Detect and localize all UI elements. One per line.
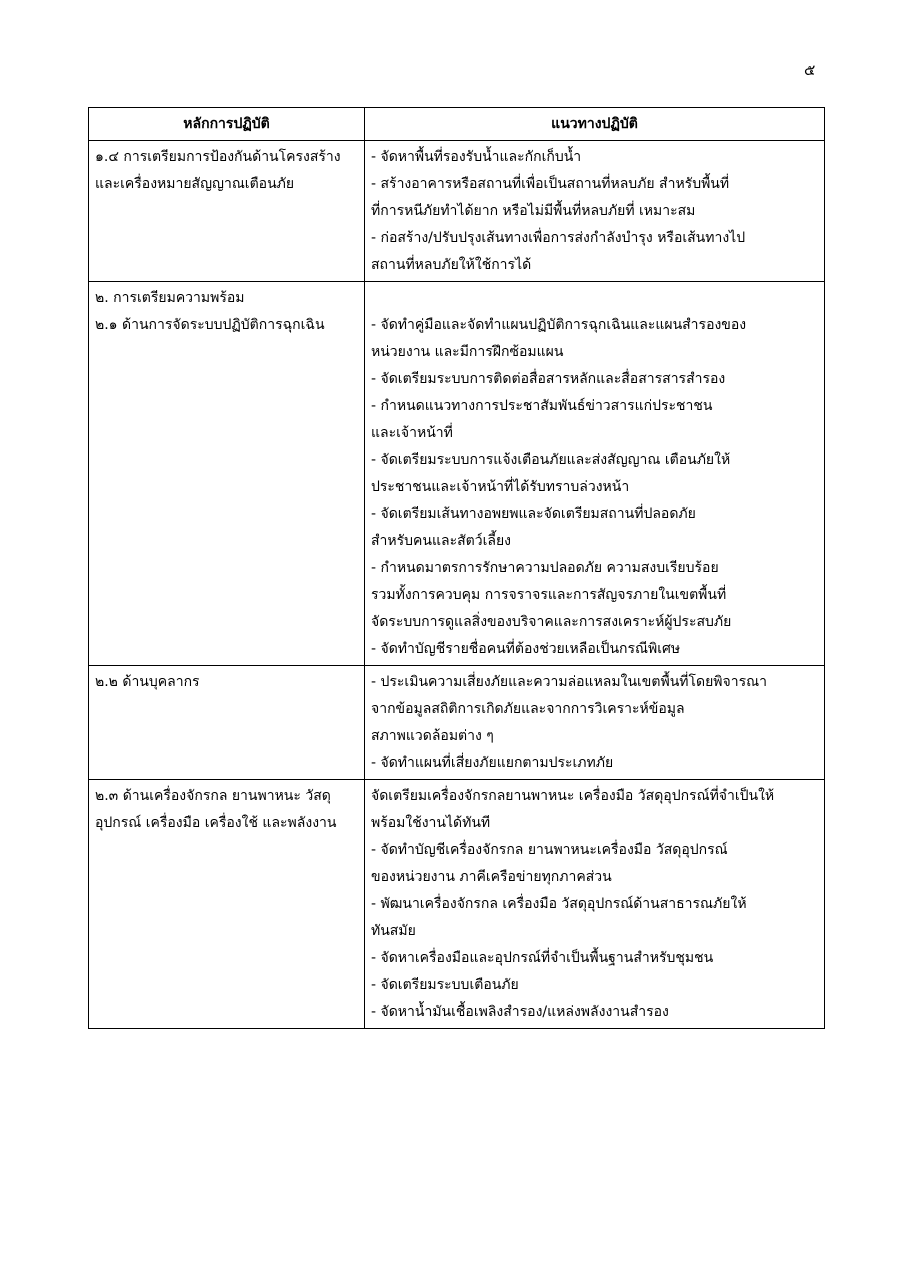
blank-line <box>371 285 818 312</box>
practice-line: รวมทั้งการควบคุม การจราจรและการสัญจรภายในเขตพื้นที่ <box>371 587 727 603</box>
practice-line: - ก่อสร้าง/ปรับปรุงเส้นทางเพื่อการส่งกำลังบำรุง หรือเส้นทางไป <box>371 230 746 246</box>
practice-line: - จัดหาเครื่องมือและอุปกรณ์ที่จำเป็นพื้นฐานสำหรับชุมชน <box>371 950 714 966</box>
practice-line: สถานที่หลบภัยให้ใช้การได้ <box>371 257 532 273</box>
principle-line: ๒. การเตรียมความพร้อม <box>95 290 245 306</box>
practice-line: - จัดเตรียมระบบการแจ้งเตือนภัยและส่งสัญญาณ เตือนภัยให้ <box>371 452 731 468</box>
practice-line: - จัดหาพื้นที่รองรับน้ำและกักเก็บน้ำ <box>371 149 582 165</box>
header-practice: แนวทางปฏิบัติ <box>365 108 825 141</box>
practice-line: - กำหนดแนวทางการประชาสัมพันธ์ข่าวสารแก่ประชาชน <box>371 398 713 414</box>
guideline-table <box>88 107 825 1029</box>
practice-line: - สร้างอาคารหรือสถานที่เพื่อเป็นสถานที่หลบภัย สำหรับพื้นที่ <box>371 176 730 192</box>
principle-line: ๑.๔ การเตรียมการป้องกันด้านโครงสร้าง <box>95 149 341 165</box>
practice-line: ประชาชนและเจ้าหน้าที่ได้รับทราบล่วงหน้า <box>371 479 630 495</box>
practice-line: - กำหนดมาตรการรักษาความปลอดภัย ความสงบเรียบร้อย <box>371 560 719 576</box>
principle-line: ๒.๒ ด้านบุคลากร <box>95 674 200 690</box>
practice-line: ทันสมัย <box>371 923 416 939</box>
practice-line: - จัดเตรียมเส้นทางอพยพและจัดเตรียมสถานที่ปลอดภัย <box>371 506 696 522</box>
practice-line: - จัดทำบัญชีรายชื่อคนที่ต้องช่วยเหลือเป็นกรณีพิเศษ <box>371 641 681 657</box>
principle-cell <box>89 141 365 282</box>
practice-line: - จัดทำคู่มือและจัดทำแผนปฏิบัติการฉุกเฉินและแผนสำรองของ <box>371 317 747 333</box>
practice-line: - จัดทำแผนที่เสี่ยงภัยแยกตามประเภทภัย <box>371 755 614 771</box>
practice-line: - จัดหาน้ำมันเชื้อเพลิงสำรอง/แหล่งพลังงานสำรอง <box>371 1004 669 1020</box>
page-number: ๕ <box>804 61 816 79</box>
table-header-row <box>89 108 825 141</box>
principle-line: ๒.๑ ด้านการจัดระบบปฏิบัติการฉุกเฉิน <box>95 317 325 333</box>
practice-cell <box>365 282 825 666</box>
table-row <box>89 666 825 780</box>
practice-line: จากข้อมูลสถิติการเกิดภัยและจากการวิเคราะห์ข้อมูล <box>371 701 685 717</box>
practice-line: - จัดเตรียมระบบเตือนภัย <box>371 977 519 993</box>
practice-line: จัดเตรียมเครื่องจักรกลยานพาหนะ เครื่องมือ วัสดุอุปกรณ์ที่จำเป็นให้ <box>371 788 775 804</box>
practice-line: สำหรับคนและสัตว์เลี้ยง <box>371 533 511 549</box>
principle-line: อุปกรณ์ เครื่องมือ เครื่องใช้ และพลังงาน <box>95 815 337 831</box>
practice-line: หน่วยงาน และมีการฝึกซ้อมแผน <box>371 344 564 360</box>
header-principle: หลักการปฏิบัติ <box>89 108 365 141</box>
practice-line: จัดระบบการดูแลสิ่งของบริจาคและการสงเคราะห์ผู้ประสบภัย <box>371 614 732 630</box>
practice-line: - พัฒนาเครื่องจักรกล เครื่องมือ วัสดุอุปกรณ์ด้านสาธารณภัยให้ <box>371 896 747 912</box>
practice-cell <box>365 780 825 1029</box>
practice-line: ของหน่วยงาน ภาคีเครือข่ายทุกภาคส่วน <box>371 869 612 885</box>
table-row <box>89 780 825 1029</box>
practice-line: - จัดทำบัญชีเครื่องจักรกล ยานพาหนะเครื่องมือ วัสดุอุปกรณ์ <box>371 842 728 858</box>
principle-line: ๒.๓ ด้านเครื่องจักรกล ยานพาหนะ วัสดุ <box>95 788 331 804</box>
principle-cell <box>89 780 365 1029</box>
principle-cell <box>89 666 365 780</box>
principle-line: และเครื่องหมายสัญญาณเตือนภัย <box>95 176 295 192</box>
practice-cell <box>365 141 825 282</box>
practice-line: พร้อมใช้งานได้ทันที <box>371 815 491 831</box>
table-row <box>89 282 825 666</box>
practice-line: - จัดเตรียมระบบการติดต่อสื่อสารหลักและสื่อสารสารสำรอง <box>371 371 726 387</box>
practice-line: - ประเมินความเสี่ยงภัยและความล่อแหลมในเขตพื้นที่โดยพิจารณา <box>371 674 767 690</box>
practice-line: และเจ้าหน้าที่ <box>371 425 453 441</box>
practice-cell <box>365 666 825 780</box>
table-row <box>89 141 825 282</box>
practice-line: สภาพแวดล้อมต่าง ๆ <box>371 728 494 744</box>
principle-cell <box>89 282 365 666</box>
practice-line: ที่การหนีภัยทำได้ยาก หรือไม่มีพื้นที่หลบภัยที่ เหมาะสม <box>371 203 696 219</box>
